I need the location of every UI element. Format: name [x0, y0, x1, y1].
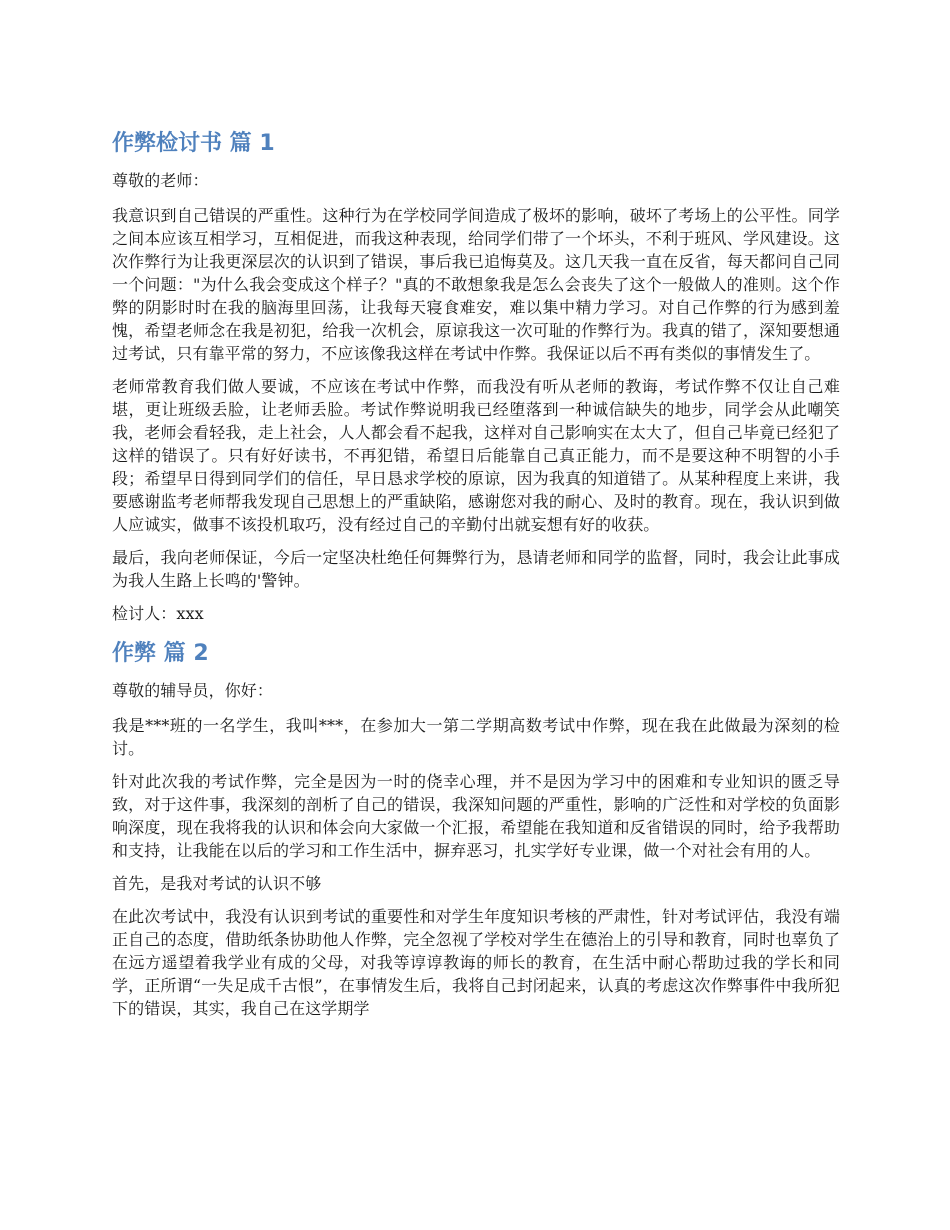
document-page — [112, 125, 840, 1030]
section-1-paragraph-1: 我意识到自己错误的严重性。这种行为在学校同学间造成了极坏的影响，破坏了考场上的公平性。同学之间本应该互相学习，互相促进，而我这种表现，给同学们带了一个坏头，不利于班风、学风建设。这次作弊行为让我更深层次的认识到了错误，事后我已追悔莫及。这几天我一直在反省，每天都问自己同一个问题："为什么我会变成这个样子？"真的不敢想象我是怎么会丧失了这个一般做人的准则。这个作弊的阴影时时在我的脑海里回荡，让我每天寝食难安，难以集中精力学习。对自己作弊的行为感到羞愧，希望老师念在我是初犯，给我一次机会，原谅我这一次可耻的作弊行为。我真的错了，深知要想通过考试，只有靠平常的努力，不应该像我这样在考试中作弊。我保证以后不再有类似的事情发生了。 — [112, 206, 840, 363]
section-2-paragraph-2: 针对此次我的考试作弊，完全是因为一时的侥幸心理，并不是因为学习中的困难和专业知识的匮乏导致，对于这件事，我深刻的剖析了自己的错误，我深知问题的严重性，影响的广泛性和对学校的负面影响深度，现在我将我的认识和体会向大家做一个汇报，希望能在我知道和反省错误的同时，给予我帮助和支持，让我能在以后的学习和工作生活中，摒弃恶习，扎实学好专业课，做一个对社会有用的人。 — [112, 772, 840, 860]
section-2-paragraph-3: 首先，是我对考试的认识不够 — [112, 874, 322, 893]
section-1-paragraph-3: 最后，我向老师保证，今后一定坚决杜绝任何舞弊行为，恳请老师和同学的监督，同时，我会让此事成为我人生路上长鸣的'警钟。 — [112, 548, 840, 590]
section-1-paragraph-2: 老师常教育我们做人要诚，不应该在考试中作弊，而我没有听从老师的教诲，考试作弊不仅让自己难堪，更让班级丢脸，让老师丢脸。考试作弊说明我已经堕落到一种诚信缺失的地步，同学会从此嘲笑我，老师会看轻我，走上社会，人人都会看不起我，这样对自己影响实在太大了，但自己毕竟已经犯了这样的错误了。只有好好读书，不再犯错，希望日后能靠自己真正能力，而不是要这种不明智的小手段；希望早日得到同学们的信任，早日恳求学校的原谅，因为我真的知道错了。从某种程度上来讲，我要感谢监考老师帮我发现自己思想上的严重缺陷，感谢您对我的耐心、及时的教育。现在，我认识到做人应诚实，做事不该投机取巧，没有经过自己的辛勤付出就妄想有好的收获。 — [112, 377, 840, 534]
section-2-salutation: 尊敬的辅导员，你好： — [112, 681, 274, 700]
section-2-title: 作弊 篇 2 — [112, 641, 209, 666]
section-2-paragraph-1: 我是***班的一名学生，我叫***，在参加大一第二学期高数考试中作弊，现在我在此做最为深刻的检讨。 — [112, 716, 840, 758]
section-1-signature: 检讨人：xxx — [112, 604, 204, 623]
section-2-paragraph-4: 在此次考试中，我没有认识到考试的重要性和对学生年度知识考核的严肃性，针对考试评估，我没有端正自己的态度，借助纸条协助他人作弊，完全忽视了学校对学生在德治上的引导和教育，同时也辜负了在远方遥望着我学业有成的父母，对我等谆谆教诲的师长的教育，在生活中耐心帮助过我的学长和同学，正所谓“一失足成千古恨”，在事情发生后，我将自己封闭起来，认真的考虑这次作弊事件中我所犯下的错误，其实，我自己在这学期学 — [112, 907, 840, 1018]
section-1-salutation: 尊敬的老师： — [112, 171, 209, 190]
section-1-title: 作弊检讨书 篇 1 — [112, 131, 275, 156]
